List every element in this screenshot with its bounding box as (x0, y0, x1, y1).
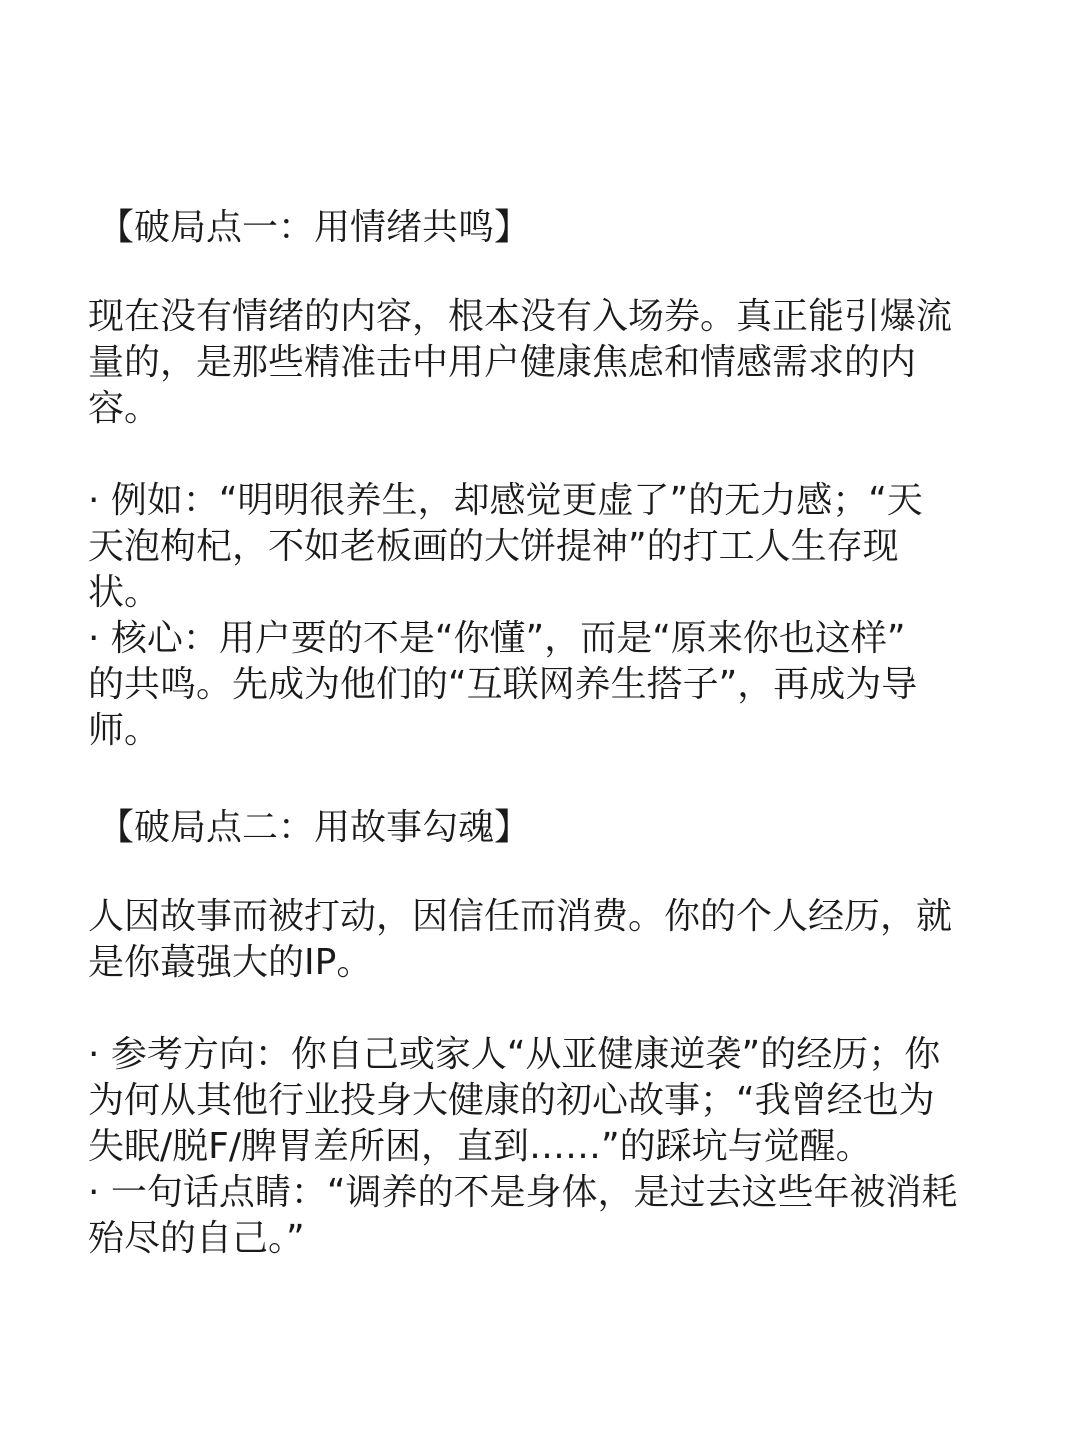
bullet-line: · 核心：用户要的不是“你懂”，而是“原来你也这样” (88, 618, 906, 659)
text-line: 人因故事而被打动，因信任而消费。你的个人经历，就 (88, 896, 953, 937)
bullet-line: 为何从其他行业投身大健康的初心故事；“我曾经也为 (88, 1080, 935, 1121)
section1-bullets (88, 478, 1000, 754)
section1-intro (88, 294, 1000, 432)
text-line: 容。 (88, 388, 161, 429)
bullet-line: 的共鸣。先成为他们的“互联网养生搭子”，再成为导 (88, 664, 918, 705)
bullet-line: 状。 (88, 572, 161, 613)
bullet-line: 失眠/脱F/脾胃差所困，直到……”的踩坑与觉醒。 (88, 1126, 872, 1167)
bullet-line: · 例如：“明明很养生，却感觉更虚了”的无力感；“天 (88, 480, 923, 521)
text-line: 现在没有情绪的内容，根本没有入场券。真正能引爆流 (88, 296, 953, 337)
text-line: 是你蕞强大的IP。 (88, 942, 373, 983)
bullet-line: 殆尽的自己。” (88, 1218, 305, 1259)
section2-bullets (88, 1032, 1000, 1262)
section2-intro (88, 894, 1000, 986)
bullet-line: 师。 (88, 710, 161, 751)
text-line: 量的，是那些精准击中用户健康焦虑和情感需求的内 (88, 342, 917, 383)
paragraph-gap (88, 986, 1000, 1032)
paragraph-gap (88, 432, 1000, 478)
bullet-line: · 参考方向：你自己或家人“从亚健康逆袭”的经历；你 (88, 1034, 941, 1075)
section2-title: 【破局点二：用故事勾魂】 (98, 807, 531, 848)
bullet-line: · 一句话点睛：“调养的不是身体，是过去这些年被消耗 (88, 1172, 958, 1213)
bullet-line: 天泡枸杞，不如老板画的大饼提神”的打工人生存现 (88, 526, 899, 567)
section1-title: 【破局点一：用情绪共鸣】 (98, 207, 531, 248)
section-gap (88, 754, 1000, 800)
